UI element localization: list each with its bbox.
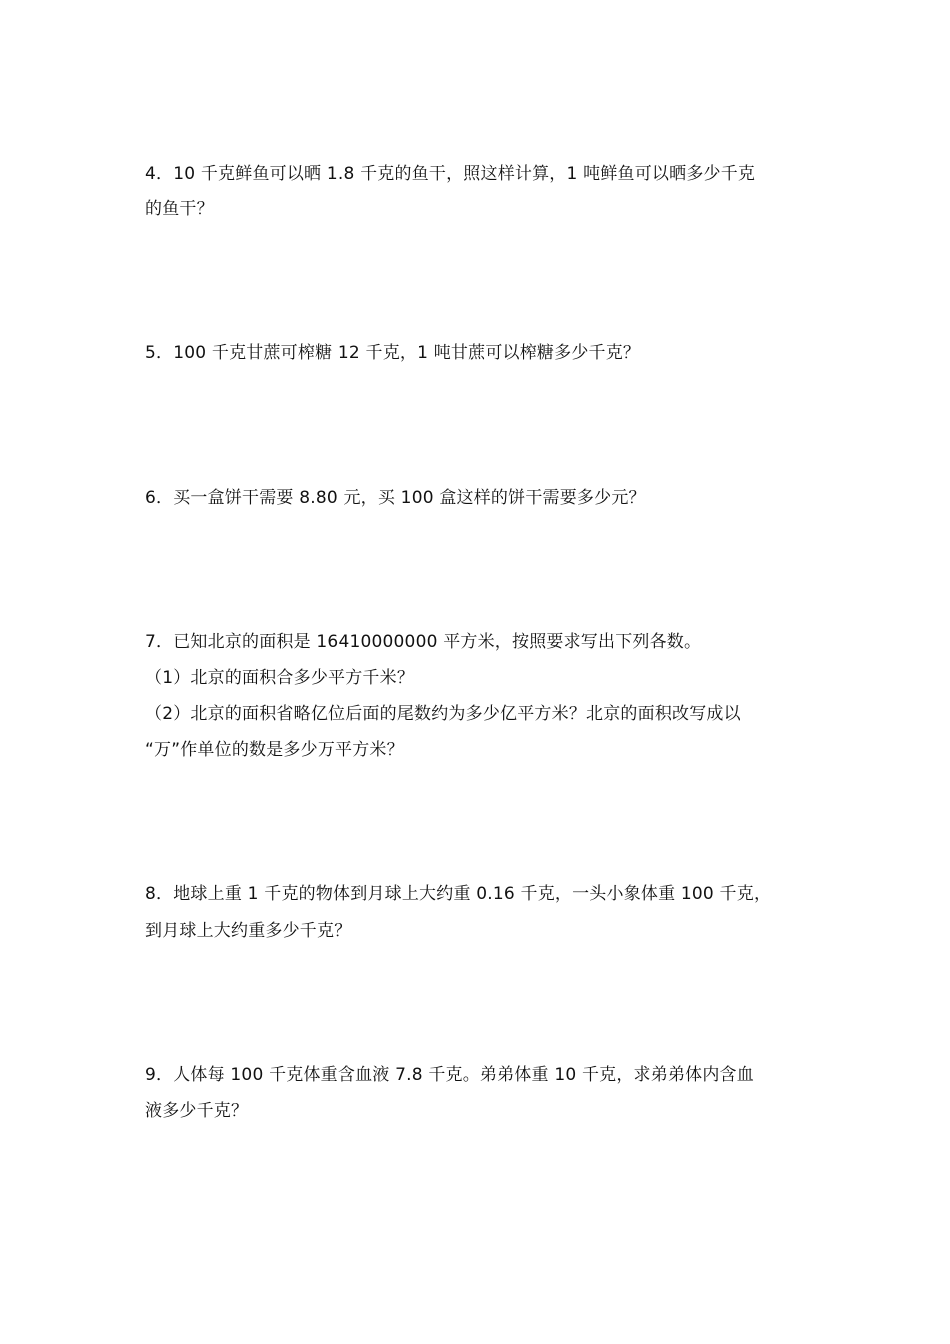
question-6-line-1: 6．买一盒饼干需要 8.80 元，买 100 盒这样的饼干需要多少元？ [145, 488, 646, 508]
question-9-line-2: 液多少千克？ [145, 1101, 249, 1121]
question-7-line-1: 7．已知北京的面积是 16410000000 平方米，按照要求写出下列各数。 [145, 632, 702, 652]
question-5-line-1: 5．100 千克甘蔗可榨糖 12 千克，1 吨甘蔗可以榨糖多少千克？ [145, 343, 641, 363]
question-8-line-2: 到月球上大约重多少千克？ [145, 921, 352, 941]
question-7-sub-2-line-2: “万”作单位的数是多少万平方米？ [145, 740, 404, 760]
question-4-line-1: 4．10 千克鲜鱼可以晒 1.8 千克的鱼干，照这样计算，1 吨鲜鱼可以晒多少千克 [145, 164, 756, 184]
question-7-sub-1: （1）北京的面积合多少平方千米？ [145, 668, 415, 688]
question-7-sub-2-line-1: （2）北京的面积省略亿位后面的尾数约为多少亿平方米？北京的面积改写成以 [145, 704, 741, 724]
question-4-line-2: 的鱼干？ [145, 199, 214, 219]
question-8-line-1: 8．地球上重 1 千克的物体到月球上大约重 0.16 千克，一头小象体重 100 千克， [145, 884, 772, 904]
question-9-line-1: 9．人体每 100 千克体重含血液 7.8 千克。弟弟体重 10 千克，求弟弟体内含血 [145, 1065, 754, 1085]
